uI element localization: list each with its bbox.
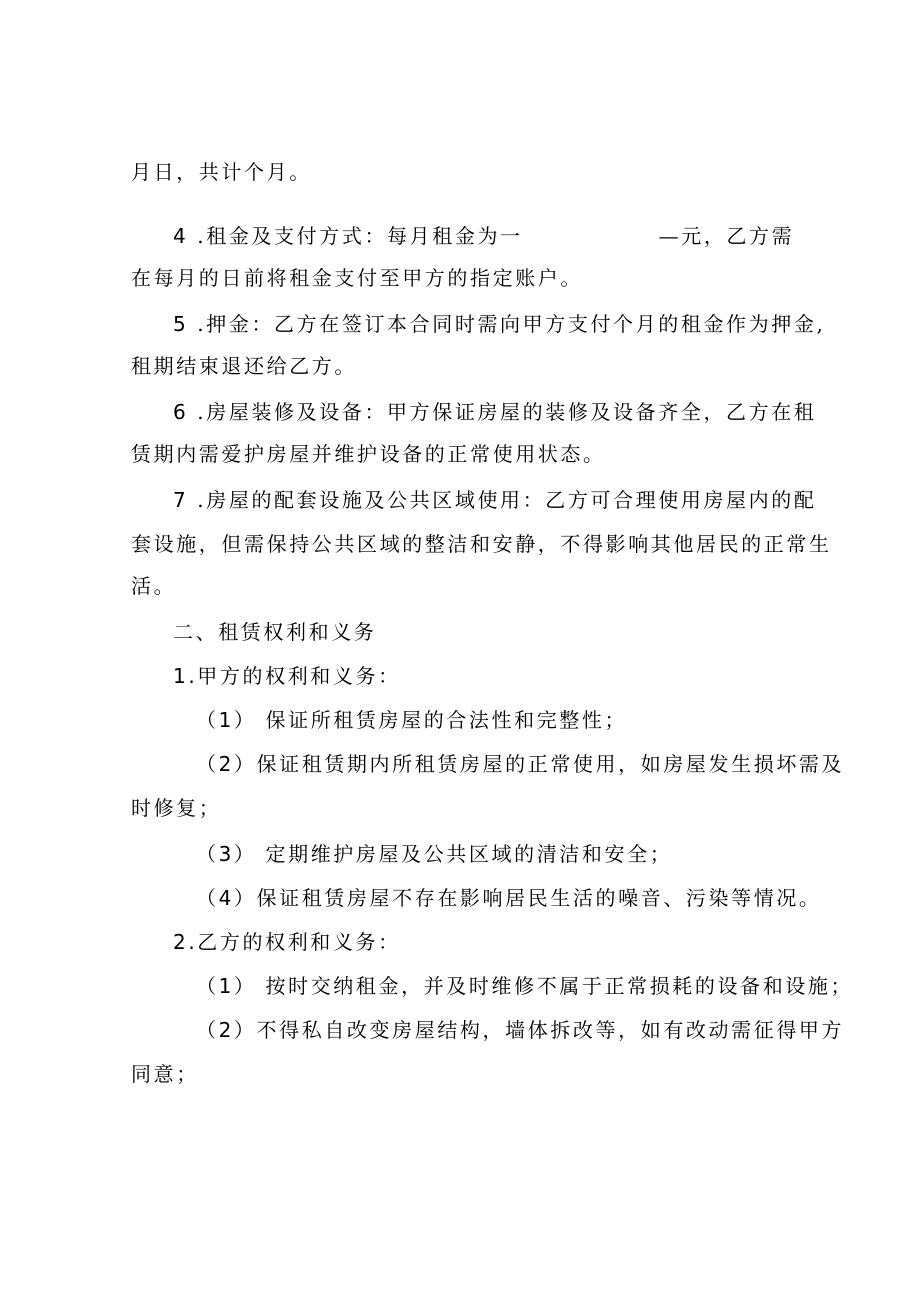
party-a-heading: [173, 662, 401, 690]
party-b-item-2-continued: 同意；: [131, 1062, 199, 1086]
item-text: 保证租赁期内所租赁房屋的正常使用，如房屋发生损坏需及: [256, 752, 845, 776]
paragraph-7-line-2: 套设施，但需保持公共区域的整洁和安静，不得影响其他居民的正常生: [131, 532, 832, 556]
item-text: 保证租赁房屋不存在影响居民生活的噪音、污染等情况。: [256, 886, 822, 910]
item-number: （1）: [196, 708, 257, 732]
paragraph-7-text: .房屋的配套设施及公共区域使用：乙方可合理使用房屋内的配: [197, 488, 817, 512]
party-b-item-1: [196, 972, 853, 1000]
party-b-heading: [173, 928, 401, 956]
item-number: （3）: [196, 842, 257, 866]
paragraph-5-line-2: 租期结束退还给乙方。: [131, 354, 357, 378]
paragraph-4-label: .租金及支付方式：每月租金为一: [197, 224, 523, 248]
paragraph-6-text: .房屋装修及设备：甲方保证房屋的装修及设备齐全，乙方在租: [197, 400, 817, 424]
party-a-item-2-continued: 时修复；: [131, 796, 222, 820]
item-text: 保证所租赁房屋的合法性和完整性；: [265, 708, 628, 732]
party-b-item-2: [196, 1016, 844, 1044]
party-a-item-3: [196, 840, 672, 868]
item-number: （4）: [196, 886, 257, 910]
paragraph-7-line-3: 活。: [131, 574, 177, 598]
section-heading: 二、租赁权利和义务: [173, 620, 377, 644]
item-text: 按时交纳租金，并及时维修不属于正常损耗的设备和设施；: [265, 974, 854, 998]
item-number: 7: [173, 488, 189, 512]
paragraph-4-line-2: 在每月的日前将租金支付至甲方的指定账户。: [131, 266, 583, 290]
party-a-item-4: [196, 884, 822, 912]
paragraph-3-end: 月日，共计个月。: [131, 160, 312, 184]
paragraph-5-line-1: [173, 310, 825, 338]
paragraph-4-after-blank: —元，乙方需: [658, 224, 795, 248]
paragraph-7-line-1: [173, 486, 816, 514]
paragraph-6-line-2: 赁期内需爱护房屋并维护设备的正常使用状态。: [131, 442, 606, 466]
party-a-item-2: [196, 750, 844, 778]
item-number: 4: [173, 224, 189, 248]
party-a-item-1: [196, 706, 627, 734]
item-text: 定期维护房屋及公共区域的清洁和安全；: [265, 842, 673, 866]
paragraph-6-line-1: [173, 398, 816, 426]
item-number: （2）: [196, 752, 257, 776]
item-number: （2）: [196, 1018, 257, 1042]
item-number: （1）: [196, 974, 257, 998]
item-number: 5: [173, 312, 189, 336]
item-number: 6: [173, 400, 189, 424]
heading-number: 2.: [173, 930, 198, 954]
party-a-heading-text: 甲方的权利和义务：: [197, 664, 401, 688]
item-text: 不得私自改变房屋结构，墙体拆改等，如有改动需征得甲方: [256, 1018, 845, 1042]
paragraph-5-text: .押金：乙方在签订本合同时需向甲方支付个月的租金作为押金,: [197, 312, 826, 336]
paragraph-4-line-1: [173, 222, 794, 250]
party-b-heading-text: 乙方的权利和义务：: [197, 930, 401, 954]
heading-number: 1.: [173, 664, 198, 688]
